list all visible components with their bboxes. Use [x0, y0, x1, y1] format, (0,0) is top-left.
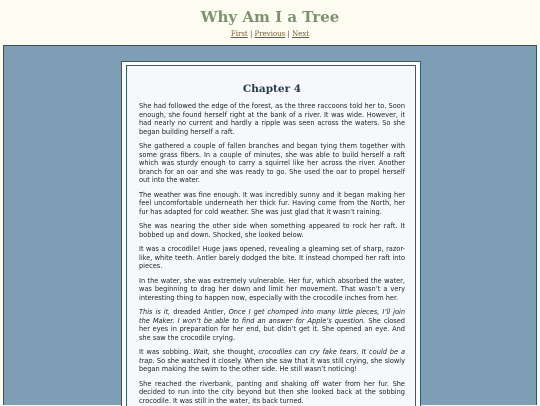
story-paragraph [139, 222, 405, 239]
story-paragraph [139, 348, 405, 374]
paragraph-text: She closed her eyes in preparation for her end, but didn’t get it. She opened an eye. And she saw the crocodile crying. [139, 316, 405, 342]
story-page [121, 61, 421, 406]
paragraph-text: She had followed the edge of the forest, as the three raccoons told her to. Soon enough, she found herself right at the bank of a river. It was wide. However, it had nearly no current and hardly a ripple was seen across the waters. So she began building herself a raft. [139, 102, 405, 136]
nav-separator: | [285, 30, 293, 38]
site-title: Why Am I a Tree [200, 8, 340, 26]
paragraph-text: She gathered a couple of fallen branches and began tying them together with some grass fibers. In a couple of minutes, she was able to build herself a raft which was sturdy enough to carry a squirrel like her across the river. Another branch for an oar and she was ready to go. She used the oar to propel herself out into the water. [139, 142, 405, 184]
paragraph-text: She reached the riverbank, panting and shaking off water from her fur. She decided to run into the city beyond but then she looked back at the sobbing crocodile. It was still in the water, its back turned. [139, 379, 405, 405]
story-paragraph [139, 245, 405, 271]
paragraph-text: dreaded Antler, [170, 308, 229, 316]
paragraph-text: The weather was fine enough. It was incredibly sunny and it began making her feel uncomfortable underneath her thick fur. Having come from the North, her fur has adapted for cold weather. She was just glad that it wasn’t raining. [139, 190, 405, 216]
paragraph-text: So she watched it closely. When she saw that it was still crying, she slowly began making the swim to the other side. He still wasn’t noticing! [139, 356, 405, 373]
story-paragraph [139, 102, 405, 136]
chapter-title: Chapter 4 [242, 83, 302, 95]
nav-separator: | [247, 30, 255, 38]
paragraph-text: In the water, she was extremely vulnerable. Her fur, which absorbed the water, was beginning to drag her down and limit her movement. That wasn’t a very interesting thing to happen now, especially with the crocodile inches from her. [139, 276, 405, 302]
page-navigation [0, 30, 540, 38]
paragraph-text: She was nearing the other side when something appeared to rock her raft. It bobbed up and down. Shocked, she looked below. [139, 222, 405, 239]
italic-text: This is it, [139, 308, 171, 316]
story-paragraph [139, 142, 405, 185]
next-link[interactable]: Next [292, 30, 310, 38]
italic-text: Wait, [193, 348, 210, 356]
previous-link[interactable]: Previous [254, 30, 286, 38]
content-frame [3, 45, 537, 405]
story-paragraph [139, 277, 405, 303]
first-link[interactable]: First [230, 30, 248, 38]
paragraph-text: It was sobbing. [139, 348, 194, 356]
story-paragraph [139, 380, 405, 406]
story-paragraph [139, 308, 405, 342]
italic-text: crocodiles can cry fake tears. It could be a trap. [139, 348, 405, 365]
italic-text: Once I get chomped into many little pieces, I’ll join the Maker. I won’t be able to find an answer for Apple’s question. [139, 308, 405, 325]
story-page-inner[interactable] [126, 65, 416, 406]
paragraph-text: It was a crocodile! Huge jaws opened, revealing a gleaming set of sharp, razor-like, white teeth. Antler barely dodged the bite. It instead chomped her raft into pieces. [139, 245, 405, 270]
story-paragraph [139, 191, 405, 217]
paragraph-text: she thought, [209, 348, 259, 356]
story-body [139, 102, 405, 405]
